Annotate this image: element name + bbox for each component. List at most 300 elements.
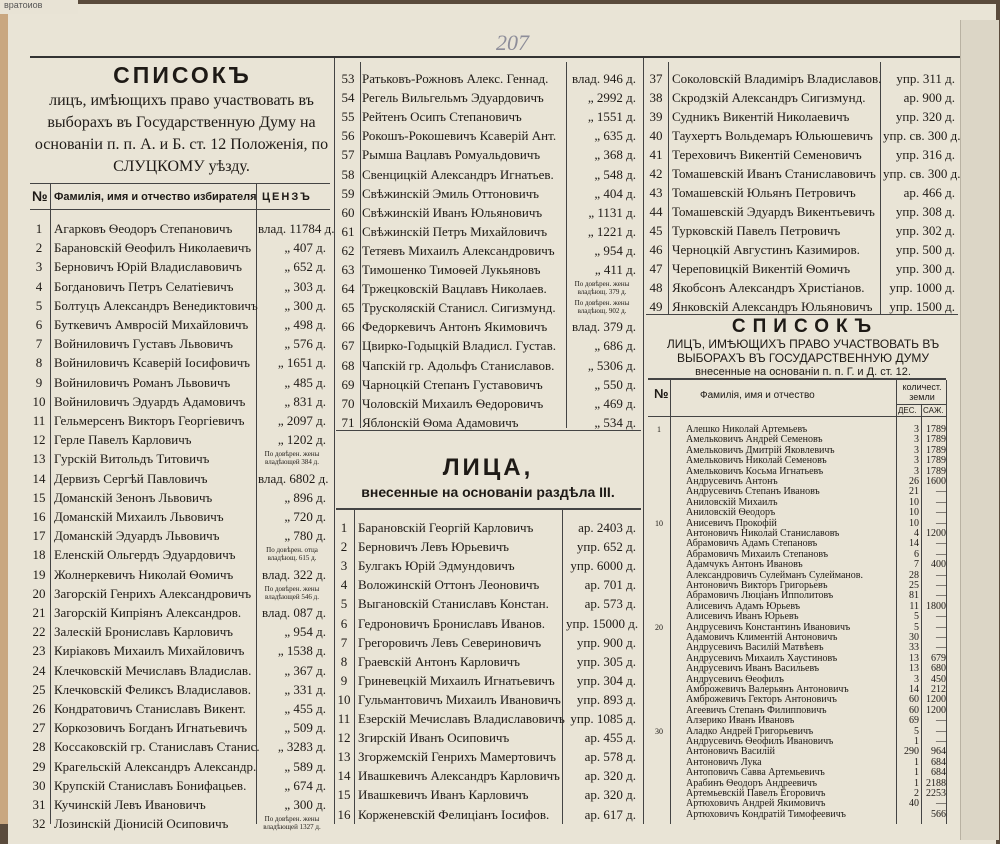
row-desiatins: 3 — [914, 673, 919, 685]
row-name: Аниловскій Михаилъ — [686, 496, 778, 508]
row-number: 13 — [32, 451, 46, 467]
row-number: 62 — [341, 242, 355, 258]
row-desiatins: 14 — [909, 684, 919, 695]
row-desiatins: 25 — [909, 580, 919, 591]
row-name: Кучинскій Левъ Ивановичъ — [54, 797, 206, 812]
row-census: влад. 087 д. — [262, 605, 326, 620]
row-name: Ивашкевичъ Иванъ Карловичъ — [358, 787, 529, 803]
row-name: Андрусевичъ Василій Матвѣевъ — [686, 642, 824, 654]
row-name: Таухертъ Вольдемаръ Юльюшевичъ — [672, 128, 873, 143]
row-sazhens: 1200 — [926, 704, 946, 716]
row-name: Антоновичъ Лука — [686, 756, 762, 768]
row-census: влад. 946 д. — [572, 71, 636, 86]
row-census: упр. 1500 д. — [889, 299, 955, 314]
row-census: ар. 578 д. — [584, 749, 636, 765]
header-name: Фамилія, имя и отчество избирателя — [54, 191, 257, 203]
right-page-edge — [960, 20, 999, 840]
list-intro: лицъ, имѣющихъ право участвовать въ выборахъ въ Государственную Думу на основаніи п. п. А. и Б. ст. 12 Положенія, по СЛУЦКОМУ уѣзду. — [34, 92, 329, 175]
row-number: 61 — [341, 223, 355, 239]
row-name: Тимошенко Тимоѳей Лукьяновъ — [362, 262, 541, 277]
row-sazhens: 400 — [931, 559, 946, 571]
row-name: Артемьевскій Павелъ Егоровичъ — [686, 788, 826, 799]
row-sazhens: 1200 — [926, 694, 946, 706]
row-name: Выгановскій Станиславъ Констан. — [358, 596, 549, 612]
row-name: Андрусевичъ Ѳеофилъ Ивановичъ — [686, 736, 834, 747]
row-census: влад. 11784 д. — [258, 221, 335, 236]
row-sazhens: 450 — [931, 673, 946, 685]
row-sazhens: — — [936, 517, 946, 529]
row-number: 18 — [32, 547, 46, 563]
col2-section-rule — [336, 430, 641, 431]
row-counter: 30 — [655, 726, 663, 736]
row-name: Судникъ Викентій Николаевичъ — [672, 109, 850, 124]
row-number: 11 — [32, 413, 46, 428]
col1-census-divider — [256, 184, 257, 824]
row-sazhens: — — [936, 642, 946, 654]
row-census: влад. 322 д. — [262, 566, 326, 582]
col3-header-saj: САЖ. — [923, 406, 944, 415]
row-number: 69 — [341, 376, 355, 392]
row-census: „ 674 д. — [284, 777, 326, 793]
row-name: Турковскій Павелъ Петровичъ — [672, 223, 841, 238]
row-name: Войниловичъ Романъ Львовичъ — [54, 374, 231, 390]
row-census: упр. св. 300 д. — [883, 166, 961, 181]
col3-list-rule — [646, 314, 958, 315]
row-name: Федоркевичъ Антонъ Якимовичъ — [362, 319, 548, 335]
row-name: Чоловскій Михаилъ Ѳедоровичъ — [362, 395, 544, 411]
row-census: „ 485 д. — [284, 374, 326, 390]
row-sazhens: 679 — [931, 652, 946, 664]
row-name: Абрамовичъ Михаилъ Степановъ — [686, 548, 829, 560]
row-census: „ 720 д. — [284, 509, 326, 524]
row-desiatins: 290 — [904, 746, 919, 758]
row-name: Яблонскій Ѳома Адамовичъ — [362, 414, 519, 430]
row-census: По довѣрен. жены владѣющей 384 д. — [264, 450, 320, 467]
row-name: Андрусевичъ Антонъ — [686, 476, 778, 487]
row-name: Трусколяскій Станисл. Сигизмунд. — [362, 300, 556, 316]
row-name: Александровичъ Сулейманъ Сулейманов. — [686, 569, 863, 581]
row-sazhens: 1600 — [926, 476, 946, 487]
row-census: „ 954 д. — [594, 242, 636, 258]
row-number: 60 — [341, 204, 355, 220]
row-sazhens: — — [936, 538, 946, 550]
row-number: 5 — [340, 596, 348, 612]
row-census: „ 300 д. — [284, 797, 326, 812]
row-census: ар. 573 д. — [584, 596, 636, 612]
row-sazhens: — — [936, 507, 946, 519]
row-census: „ 5306 д. — [587, 357, 636, 373]
row-name: Воложинскій Оттонъ Леоновичъ — [358, 577, 540, 593]
page-number: 207 — [496, 30, 529, 55]
row-name: Герле Павелъ Карловичъ — [54, 432, 192, 448]
row-number: 16 — [337, 806, 351, 822]
row-desiatins: 69 — [909, 715, 919, 727]
row-name: Тетяевъ Михаилъ Александровичъ — [362, 242, 555, 258]
row-name: Крагельскій Александръ Александр. — [54, 758, 257, 774]
row-census: „ 896 д. — [284, 489, 326, 505]
row-number: 12 — [32, 432, 46, 448]
row-name: Барановскій Ѳеофилъ Николаевичъ — [54, 240, 252, 256]
row-name: Абрамовичъ Адамъ Степановъ — [686, 538, 818, 550]
row-name: Берновичъ Юрій Владиславовичъ — [54, 259, 242, 275]
row-desiatins: 3 — [914, 444, 919, 456]
row-census: упр. 652 д. — [576, 539, 636, 555]
row-census: упр. 900 д. — [576, 634, 636, 650]
row-name: Амброжевичъ Гекторъ Антоновичъ — [686, 694, 837, 706]
row-census: „ 455 д. — [284, 701, 326, 716]
row-number: 19 — [32, 566, 46, 582]
top-rule — [30, 56, 960, 58]
row-sazhens: — — [936, 798, 946, 810]
row-number: 1 — [35, 221, 43, 236]
row-number: 45 — [649, 223, 663, 238]
row-name: Андрусевичъ Иванъ Васильевъ — [686, 663, 820, 675]
row-desiatins: 4 — [914, 528, 919, 539]
row-desiatins: 10 — [909, 496, 919, 508]
row-name: Янковскій Александръ Юльяновичъ — [672, 299, 873, 314]
row-census: По довѣрен. жены владѣющей 1327 д. — [263, 815, 321, 832]
row-name: Клечковскій Феликсъ Владиславов. — [54, 681, 251, 697]
row-census: „ 367 д. — [284, 662, 326, 678]
col3-header-des: ДЕС. — [898, 406, 917, 415]
row-name: Антоновичъ Викторъ Григорьевъ — [686, 580, 828, 591]
row-name: Артюховичъ Андрей Якимовичъ — [686, 798, 826, 810]
row-sazhens: 684 — [931, 767, 946, 779]
row-name: Антоновичъ Василій — [686, 746, 775, 758]
row-desiatins: 10 — [909, 517, 919, 529]
row-sazhens: 212 — [931, 684, 946, 695]
row-name: Чарноцкій Степанъ Густавовичъ — [362, 376, 543, 392]
row-name: Коркозовичъ Богданъ Игнатьевичъ — [54, 720, 248, 736]
header-num: № — [32, 188, 48, 204]
section-subtitle: внесенные на основаніи раздѣла III. — [361, 484, 615, 500]
row-name: Алешко Николай Артемьевъ — [686, 424, 808, 435]
row-sazhens: 684 — [931, 756, 946, 768]
row-sazhens: 1789 — [926, 465, 946, 477]
row-desiatins: 1 — [914, 767, 919, 779]
row-number: 40 — [649, 128, 663, 143]
row-name: Кондратовичъ Станиславъ Викент. — [54, 701, 246, 716]
row-census: упр. 305 д. — [576, 653, 636, 669]
row-desiatins: 6 — [914, 548, 919, 560]
row-name: Булгакъ Юрій Эдмундовичъ — [358, 558, 515, 574]
row-sazhens: — — [936, 548, 946, 560]
row-census: „ 331 д. — [284, 681, 326, 697]
row-number: 68 — [341, 357, 355, 373]
row-name: Алисевичъ Иванъ Юрьевъ — [686, 611, 799, 623]
row-sazhens: 1200 — [926, 528, 946, 539]
row-number: 65 — [341, 300, 355, 316]
row-desiatins: 60 — [909, 694, 919, 706]
row-number: 9 — [340, 672, 348, 688]
row-number: 37 — [649, 71, 663, 86]
row-number: 28 — [32, 739, 46, 755]
row-name: Анисевичъ Прокофій — [686, 517, 777, 529]
row-census: „ 1651 д. — [277, 355, 326, 371]
row-number: 42 — [649, 166, 663, 181]
row-census: „ 3283 д. — [277, 739, 326, 755]
row-number: 10 — [32, 393, 46, 409]
col3b-right-border — [946, 380, 947, 824]
row-number: 29 — [32, 758, 46, 774]
row-name: Адамчукъ Антонъ Ивановъ — [686, 559, 803, 571]
row-number: 58 — [341, 166, 355, 182]
col3b-num-divider — [670, 380, 671, 824]
row-desiatins: 5 — [914, 621, 919, 633]
row-census: „ 1221 д. — [587, 223, 636, 239]
row-number: 57 — [341, 147, 355, 163]
row-number: 2 — [35, 240, 43, 256]
list-title: СПИСОКЪ — [113, 62, 252, 88]
row-name: Андрусевичъ Степанъ Ивановъ — [686, 486, 820, 498]
row-name: Соколовскій Владиміръ Владиславов. — [672, 71, 882, 86]
row-number: 53 — [341, 71, 355, 86]
row-number: 48 — [649, 280, 663, 295]
row-number: 14 — [337, 768, 351, 784]
row-name: Алзерико Иванъ Ивановъ — [686, 715, 795, 727]
second-list-note: внесенные на основаніи п. п. Г. и Д. ст. 12. — [695, 366, 911, 378]
row-number: 14 — [32, 470, 46, 486]
row-census: упр. 15000 д. — [566, 615, 639, 631]
row-census: По довѣрен. жены владѣющей 546 д. — [264, 584, 320, 601]
row-census: упр. 1000 д. — [889, 280, 955, 295]
row-number: 66 — [341, 319, 355, 335]
row-number: 1 — [340, 520, 348, 535]
row-desiatins: 81 — [909, 590, 919, 602]
row-name: Чапскій гр. Адольфъ Станиславов. — [362, 357, 555, 373]
row-number: 56 — [341, 128, 355, 144]
row-number: 5 — [35, 297, 43, 313]
row-census: „ 469 д. — [594, 395, 636, 411]
row-number: 70 — [341, 395, 355, 411]
row-number: 23 — [32, 643, 46, 659]
row-census: „ 780 д. — [284, 528, 326, 544]
row-name: Граевскій Антонъ Карловичъ — [358, 653, 520, 669]
row-number: 3 — [35, 259, 43, 275]
row-number: 11 — [337, 711, 351, 726]
row-name: Цвирко-Годыцкій Владисл. Густав. — [362, 338, 556, 354]
row-census: „ 404 д. — [594, 185, 636, 201]
row-name: Богдановичъ Петръ Селатіевичъ — [54, 278, 234, 294]
row-census: упр. св. 300 д. — [883, 128, 961, 143]
column-divider-1 — [334, 58, 335, 824]
row-desiatins: 3 — [914, 465, 919, 477]
row-name: Томашевскій Эдуардъ Викентьевичъ — [672, 204, 875, 219]
row-counter: 1 — [657, 425, 661, 434]
row-name: Абрамовичъ Люціанъ Ипполитовъ — [686, 590, 834, 602]
row-name: Киріаковъ Михаилъ Михайловичъ — [54, 643, 245, 659]
row-name: Свенцицкій Александръ Игнатьев. — [362, 166, 554, 182]
row-census: „ 303 д. — [284, 278, 326, 294]
row-sazhens: — — [936, 496, 946, 508]
row-sazhens: 1789 — [926, 434, 946, 446]
row-desiatins: 33 — [909, 642, 919, 654]
row-census: „ 1202 д. — [277, 432, 326, 448]
header-census: ЦЕНЗЪ — [262, 191, 312, 203]
row-name: Агарковъ Ѳеодоръ Степановичъ — [54, 221, 233, 236]
row-census: По довѣрен. жены владѣющ. 379 д. — [574, 280, 630, 297]
second-list-intro: ЛИЦЪ, ИМѢЮЩИХЪ ПРАВО УЧАСТВОВАТЬ ВЪ ВЫБОРАХЪ ВЪ ГОСУДАРСТВЕННУЮ ДУМУ — [666, 337, 940, 365]
row-sazhens: 1800 — [926, 600, 946, 612]
row-name: Гедроновичъ Брониславъ Иванов. — [358, 615, 545, 631]
row-name: Гриневецкій Михаилъ Игнатьевичъ — [358, 672, 555, 688]
row-desiatins: 13 — [909, 652, 919, 664]
row-census: „ 831 д. — [284, 393, 326, 409]
row-number: 54 — [341, 90, 355, 106]
row-census: „ 1538 д. — [277, 643, 326, 659]
row-name: Загорскій Генрихъ Александровичъ — [54, 585, 252, 601]
row-number: 43 — [649, 185, 663, 200]
row-census: „ 411 д. — [594, 262, 636, 277]
row-census: упр. 500 д. — [895, 242, 955, 257]
row-sazhens: — — [936, 621, 946, 633]
row-number: 21 — [32, 605, 46, 620]
row-census: „ 589 д. — [284, 758, 326, 774]
row-number: 13 — [337, 749, 351, 765]
row-census: упр. 893 д. — [576, 691, 636, 707]
row-desiatins: 40 — [909, 798, 919, 810]
row-sazhens: — — [936, 580, 946, 591]
row-number: 47 — [649, 261, 663, 276]
col3-table-rule — [648, 378, 946, 380]
row-census: ар. 900 д. — [903, 90, 955, 105]
row-number: 10 — [337, 691, 351, 707]
row-sazhens: 1789 — [926, 424, 946, 435]
row-sazhens: — — [936, 611, 946, 623]
row-name: Гельмерсенъ Викторъ Георгіевичъ — [54, 413, 245, 428]
row-number: 8 — [340, 653, 348, 669]
row-census: „ 534 д. — [594, 414, 636, 430]
row-desiatins: 28 — [909, 569, 919, 581]
row-desiatins: 3 — [914, 455, 919, 467]
row-name: Свѣжинскій Эмиль Оттоновичъ — [362, 185, 539, 201]
row-number: 6 — [35, 317, 43, 332]
row-census: „ 1551 д. — [587, 109, 636, 125]
row-number: 8 — [35, 355, 43, 371]
row-name: Тереховичъ Викентій Семеновичъ — [672, 147, 862, 162]
row-number: 20 — [32, 585, 46, 601]
row-name: Якобсонъ Александръ Христіанов. — [672, 280, 865, 295]
row-number: 55 — [341, 109, 355, 125]
row-number: 27 — [32, 720, 46, 736]
row-census: ар. 701 д. — [584, 577, 636, 593]
row-number: 63 — [341, 262, 355, 277]
row-desiatins: 14 — [909, 538, 919, 550]
row-name: Андрусевичъ Ѳеофилъ — [686, 673, 784, 685]
row-desiatins: 1 — [914, 777, 919, 789]
row-counter: 10 — [655, 518, 663, 528]
row-number: 16 — [32, 509, 46, 524]
row-number: 67 — [341, 338, 355, 354]
row-name: Гурскій Витольдъ Титовичъ — [54, 451, 210, 467]
row-census: „ 954 д. — [284, 624, 326, 640]
row-name: Алисевичъ Адамъ Юрьевъ — [686, 600, 801, 612]
row-name: Скродзкій Александръ Сигизмунд. — [672, 90, 866, 105]
row-sazhens: — — [936, 632, 946, 643]
row-number: 4 — [340, 577, 348, 593]
row-desiatins: 1 — [914, 756, 919, 768]
row-number: 26 — [32, 701, 46, 716]
col3-header-rule — [648, 416, 946, 417]
row-name: Барановскій Георгій Карловичъ — [358, 520, 534, 535]
row-name: Аладко Андрей Григорьевичъ — [686, 725, 814, 737]
row-name: Войниловичъ Эдуардъ Адамовичъ — [54, 393, 246, 409]
row-census: „ 686 д. — [594, 338, 636, 354]
row-name: Амельковичъ Андрей Семеновъ — [686, 434, 823, 446]
row-name: Череповицкій Викентій Ѳомичъ — [672, 261, 851, 276]
row-census: „ 300 д. — [284, 297, 326, 313]
row-desiatins: 2 — [914, 788, 919, 799]
row-desiatins: 3 — [914, 434, 919, 446]
row-number: 22 — [32, 624, 46, 640]
row-census: ар. 617 д. — [584, 806, 636, 822]
row-census: ар. 466 д. — [903, 185, 955, 200]
row-desiatins: 13 — [909, 663, 919, 675]
row-name: Рейтенъ Осипъ Степановичъ — [362, 109, 522, 125]
row-number: 32 — [32, 816, 46, 832]
col3-header-name: Фамилія, имя и отчество — [700, 390, 815, 401]
row-census: упр. 311 д. — [896, 71, 955, 86]
row-number: 30 — [32, 777, 46, 793]
row-census: упр. 302 д. — [895, 223, 955, 238]
row-name: Аниловскій Ѳеодоръ — [686, 507, 776, 519]
row-name: Андрусевичъ Михаилъ Хаустиновъ — [686, 652, 838, 664]
col2-census-divider — [566, 62, 567, 428]
row-desiatins: 3 — [914, 424, 919, 435]
row-sazhens: — — [936, 736, 946, 747]
row-census: По довѣрен. жены владѣющ. 902 д. — [574, 299, 630, 316]
row-name: Рокошъ-Рокошевичъ Ксаверій Ант. — [362, 128, 557, 144]
row-name: Томашевскій Иванъ Станиславовичъ — [672, 166, 876, 181]
row-sazhens: 1789 — [926, 444, 946, 456]
row-sazhens: 680 — [931, 663, 946, 675]
row-number: 3 — [340, 558, 348, 574]
row-number: 49 — [649, 299, 663, 314]
row-desiatins: 11 — [909, 600, 919, 612]
row-name: Антоновичъ Николай Станиславовъ — [686, 528, 840, 539]
row-desiatins: 30 — [909, 632, 919, 643]
row-census: „ 2097 д. — [277, 413, 326, 428]
row-census: „ 368 д. — [594, 147, 636, 163]
row-census: „ 635 д. — [594, 128, 636, 144]
row-census: „ 1131 д. — [588, 204, 636, 220]
row-sazhens: — — [936, 715, 946, 727]
row-sazhens: 1789 — [926, 455, 946, 467]
row-census: ар. 320 д. — [584, 787, 636, 803]
row-census: „ 652 д. — [284, 259, 326, 275]
row-number: 71 — [341, 414, 355, 430]
row-sazhens: — — [936, 569, 946, 581]
row-desiatins: 21 — [909, 486, 919, 498]
row-desiatins: 7 — [914, 559, 919, 571]
row-name: Арабинъ Ѳеодоръ Андреевичъ — [686, 777, 818, 789]
row-name: Лозинскій Діонисій Осиповичъ — [54, 816, 229, 832]
row-name: Томашевскій Юльянъ Петровичъ — [672, 185, 856, 200]
row-number: 6 — [340, 615, 348, 631]
row-name: Черноцкій Августинъ Казимиров. — [672, 242, 860, 257]
row-counter: 20 — [655, 622, 663, 632]
row-sazhens: — — [936, 590, 946, 602]
row-census: „ 498 д. — [284, 317, 326, 332]
row-name: Буткевичъ Амвросій Михайловичъ — [54, 317, 249, 332]
row-census: влад. 6802 д. — [258, 470, 329, 486]
row-census: „ 548 д. — [594, 166, 636, 182]
row-number: 38 — [649, 90, 663, 105]
row-desiatins: 26 — [909, 476, 919, 487]
row-sazhens: 964 — [931, 746, 946, 758]
section2-rule — [336, 508, 641, 510]
row-name: Артюховичъ Кондратій Тимофеевичъ — [686, 808, 846, 820]
